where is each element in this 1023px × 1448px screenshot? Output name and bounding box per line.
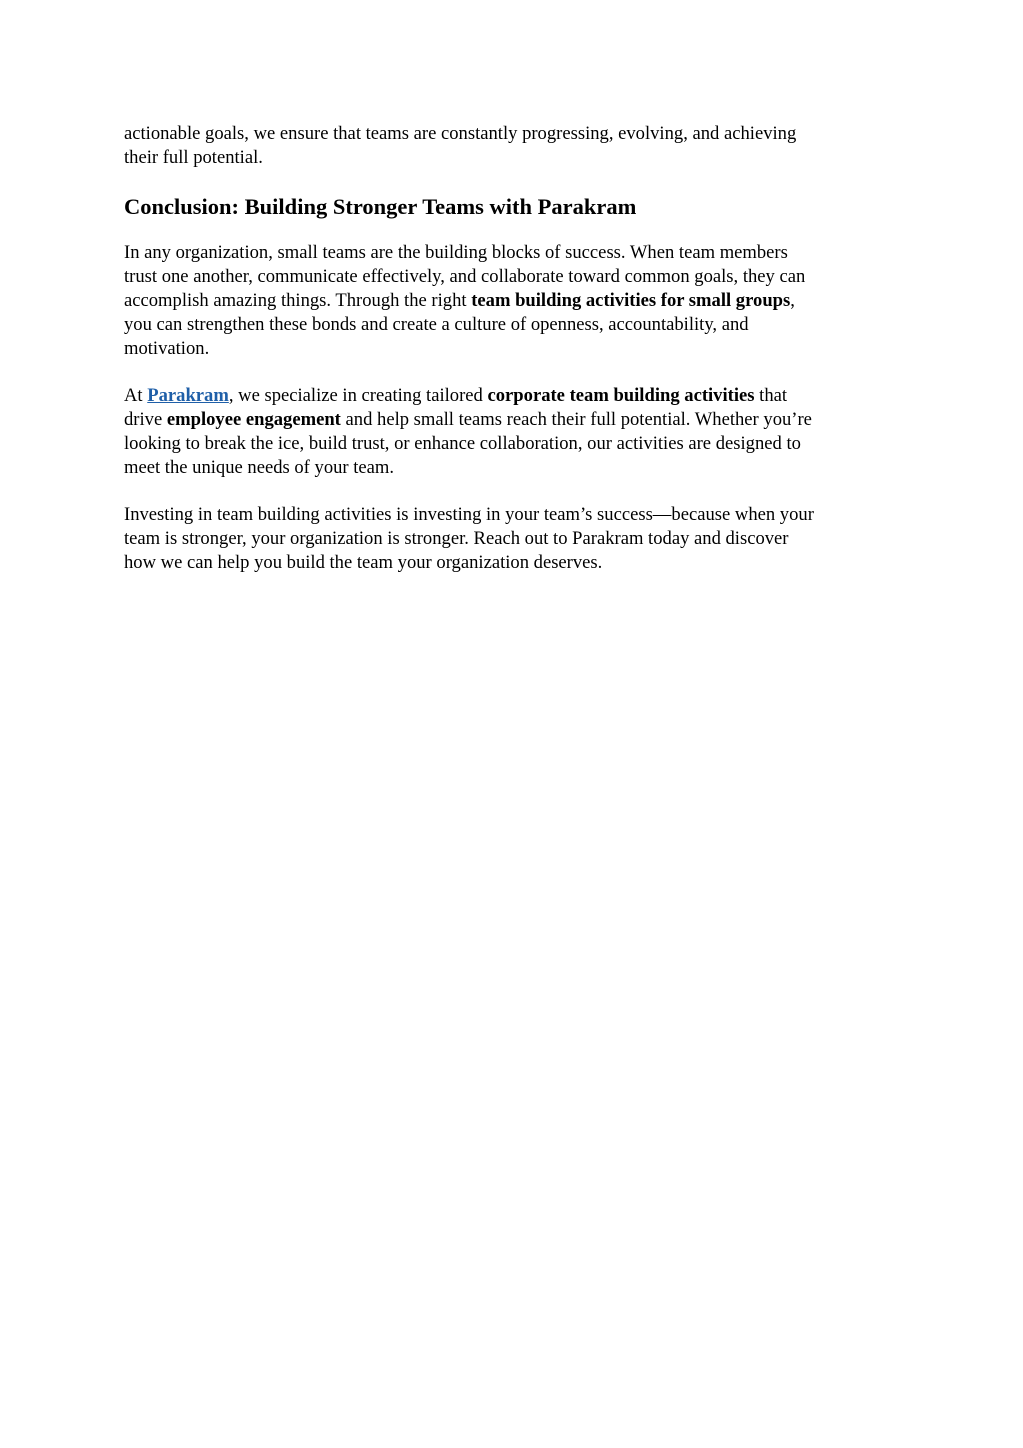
bold-keyword: team building activities for small groups [471, 290, 791, 311]
text-run: accomplish amazing things. Through the right [124, 290, 472, 311]
text-line: actionable goals, we ensure that teams are constantly progressing, evolving, and achieving [124, 123, 797, 144]
conclusion-paragraph-2 [124, 384, 899, 480]
text-run: , [790, 290, 795, 311]
text-line: motivation. [124, 338, 210, 359]
conclusion-paragraph-3 [124, 503, 899, 575]
text-run: drive [124, 409, 167, 430]
bold-keyword: corporate team building activities [487, 385, 755, 406]
intro-paragraph [124, 122, 899, 170]
text-line [124, 384, 899, 408]
conclusion-paragraph-1 [124, 241, 899, 361]
text-line: trust one another, communicate effectively, and collaborate toward common goals, they can [124, 266, 806, 287]
text-line: Investing in team building activities is investing in your team’s success—because when your [124, 504, 814, 525]
parakram-link[interactable]: Parakram [147, 385, 229, 406]
text-line [124, 289, 899, 313]
bold-keyword: employee engagement [166, 409, 341, 430]
text-line [124, 408, 899, 432]
text-run: and help small teams reach their full potential. Whether you’re [340, 409, 812, 430]
text-line: team is stronger, your organization is stronger. Reach out to Parakram today and discover [124, 528, 789, 549]
text-line: meet the unique needs of your team. [124, 457, 395, 478]
text-line: their full potential. [124, 147, 263, 168]
document-page [124, 122, 899, 575]
text-line: you can strengthen these bonds and create a culture of openness, accountability, and [124, 314, 749, 335]
text-run: that [754, 385, 788, 406]
text-run: , we specialize in creating tailored [228, 385, 488, 406]
text-line: looking to break the ice, build trust, or enhance collaboration, our activities are designed to [124, 433, 801, 454]
text-run: At [124, 385, 148, 406]
text-line: how we can help you build the team your organization deserves. [124, 552, 603, 573]
text-line: In any organization, small teams are the building blocks of success. When team members [124, 242, 788, 263]
section-heading: Conclusion: Building Stronger Teams with Parakram [124, 194, 637, 219]
